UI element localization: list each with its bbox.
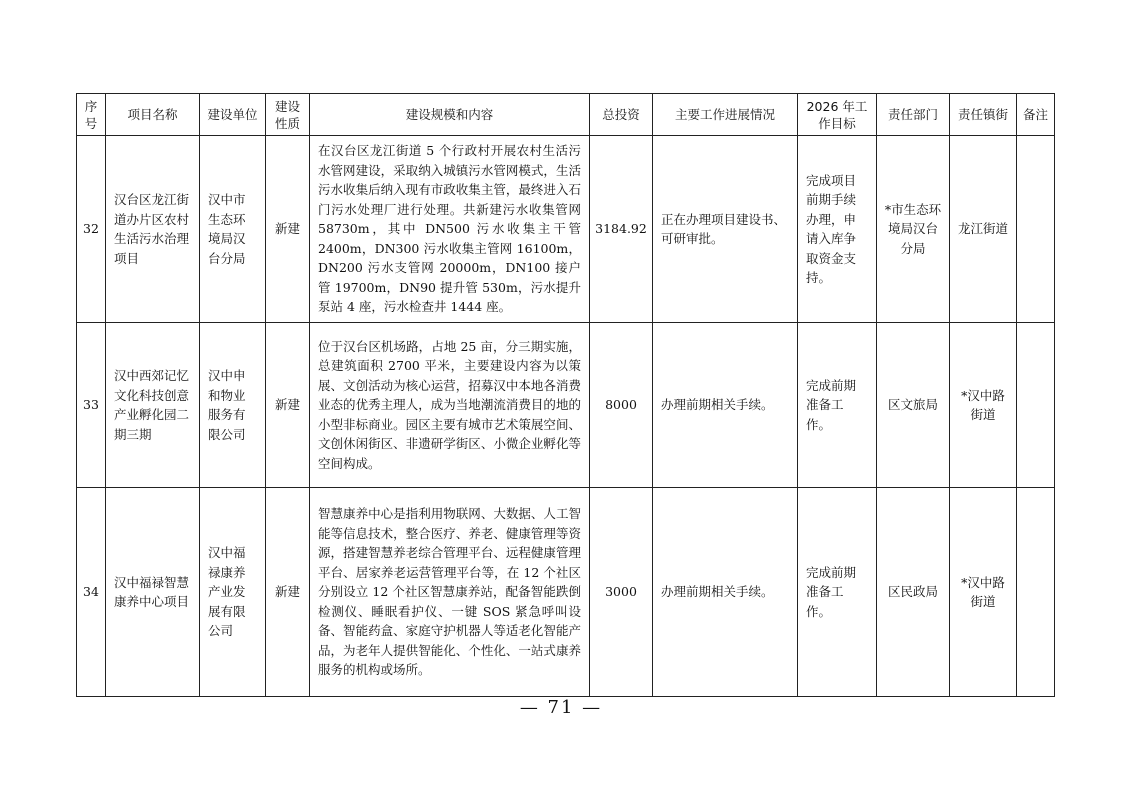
cell-remark <box>1017 488 1055 697</box>
header-no: 序号 <box>77 94 106 136</box>
table-row <box>77 136 1055 323</box>
cell-remark <box>1017 323 1055 488</box>
cell-unit: 汉中市生态环境局汉台分局 <box>200 136 266 323</box>
cell-unit: 汉中福禄康养产业发展有限公司 <box>200 488 266 697</box>
header-goal: 2026 年工作目标 <box>798 94 877 136</box>
cell-unit: 汉中申和物业服务有限公司 <box>200 323 266 488</box>
cell-goal: 完成前期准备工作。 <box>798 488 877 697</box>
header-remark: 备注 <box>1017 94 1055 136</box>
table-header-row <box>77 94 1055 136</box>
header-nature: 建设性质 <box>266 94 310 136</box>
table-row <box>77 323 1055 488</box>
header-department: 责任部门 <box>877 94 950 136</box>
cell-name: 汉中西郊记忆文化科技创意产业孵化园二期三期 <box>106 323 200 488</box>
cell-department: 区民政局 <box>877 488 950 697</box>
cell-department: 区文旅局 <box>877 323 950 488</box>
project-table <box>76 93 1055 697</box>
header-name: 项目名称 <box>106 94 200 136</box>
header-unit: 建设单位 <box>200 94 266 136</box>
cell-town: *汉中路街道 <box>950 323 1017 488</box>
cell-progress: 正在办理项目建设书、可研审批。 <box>653 136 798 323</box>
cell-no: 34 <box>77 488 106 697</box>
cell-scale: 位于汉台区机场路，占地 25 亩，分三期实施，总建筑面积 2700 平米，主要建设内容为以策展、文创活动为核心运营，招募汉中本地各消费业态的优秀主理人，成为当地潮流消费目的地的小型非标商业。园区主要有城市艺术策展空间、文创休闲街区、非遗研学街区、小微企业孵化等空间构成。 <box>310 323 590 488</box>
cell-investment: 3184.92 <box>590 136 653 323</box>
cell-name: 汉中福禄智慧康养中心项目 <box>106 488 200 697</box>
cell-town: 龙江街道 <box>950 136 1017 323</box>
cell-progress: 办理前期相关手续。 <box>653 488 798 697</box>
cell-no: 33 <box>77 323 106 488</box>
cell-scale: 在汉台区龙江街道 5 个行政村开展农村生活污水管网建设，采取纳入城镇污水管网模式，生活污水收集后纳入现有市政收集主管，最终进入石门污水处理厂进行处理。共新建污水收集管网 58730m，其中 DN500 污水收集主干管 2400m，DN300 污水收集主管网 16100m，DN200 污水支管网 20000m，DN100 接户管 19700m，DN90 提升管 530m，污水提升泵站 4 座，污水检查井 1444 座。 <box>310 136 590 323</box>
cell-department: *市生态环境局汉台分局 <box>877 136 950 323</box>
table-row <box>77 488 1055 697</box>
cell-remark <box>1017 136 1055 323</box>
header-scale: 建设规模和内容 <box>310 94 590 136</box>
cell-progress: 办理前期相关手续。 <box>653 323 798 488</box>
header-progress: 主要工作进展情况 <box>653 94 798 136</box>
cell-scale: 智慧康养中心是指利用物联网、大数据、人工智能等信息技术，整合医疗、养老、健康管理等资源，搭建智慧养老综合管理平台、远程健康管理平台、居家养老运营管理平台等，在 12 个社区分别设立 12 个社区智慧康养站，配备智能跌倒检测仪、睡眠看护仪、一键 SOS 紧急呼叫设备、智能药盒、家庭守护机器人等适老化智能产品，为老年人提供智能化、个性化、一站式康养服务的机构或场所。 <box>310 488 590 697</box>
header-investment: 总投资 <box>590 94 653 136</box>
cell-nature: 新建 <box>266 488 310 697</box>
cell-town: *汉中路街道 <box>950 488 1017 697</box>
cell-nature: 新建 <box>266 323 310 488</box>
cell-goal: 完成项目前期手续办理，申请入库争取资金支持。 <box>798 136 877 323</box>
cell-no: 32 <box>77 136 106 323</box>
cell-nature: 新建 <box>266 136 310 323</box>
cell-name: 汉台区龙江街道办片区农村生活污水治理项目 <box>106 136 200 323</box>
cell-investment: 3000 <box>590 488 653 697</box>
cell-goal: 完成前期准备工作。 <box>798 323 877 488</box>
header-town: 责任镇街 <box>950 94 1017 136</box>
cell-investment: 8000 <box>590 323 653 488</box>
page-number: — 71 — <box>519 697 603 718</box>
